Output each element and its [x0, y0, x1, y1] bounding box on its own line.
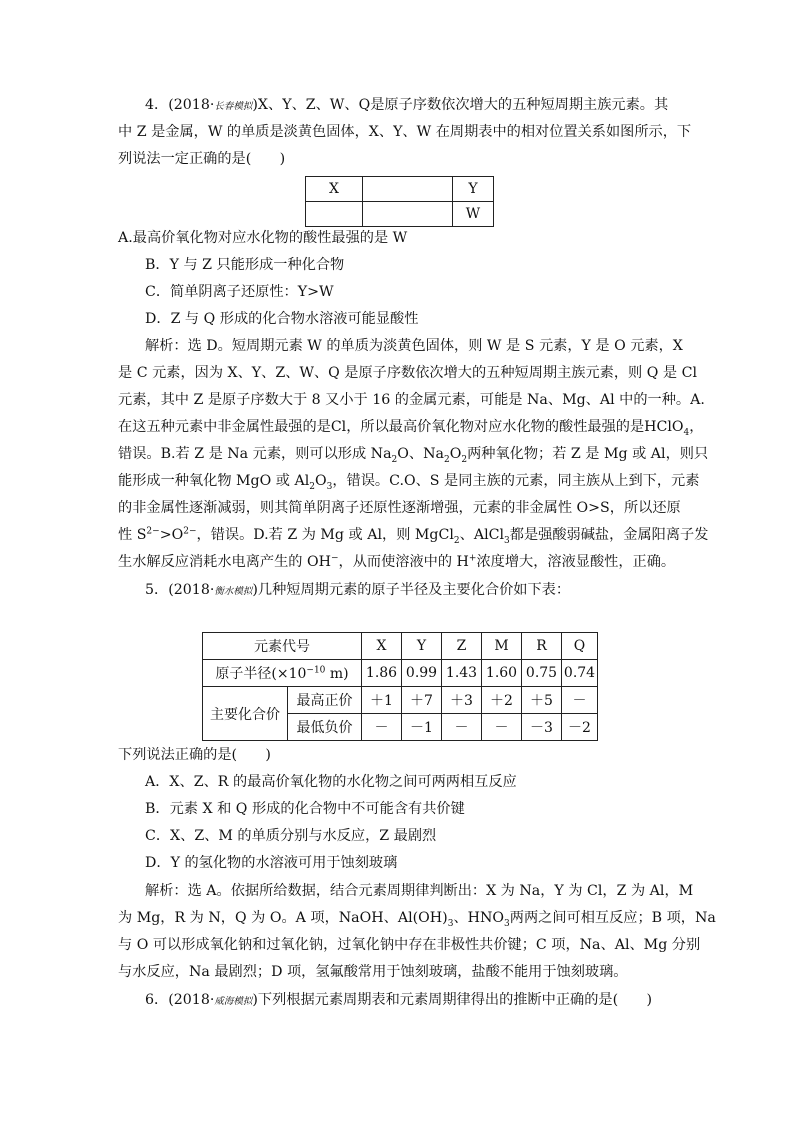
q5-source: 衡水模拟 — [214, 586, 253, 597]
table-cell: W — [453, 202, 494, 227]
q5-stem: 5．(2018·衡水模拟)几种短周期元素的原子半径及主要化合价如下表： — [145, 582, 571, 598]
q5-analysis-line: 为 Mg，R 为 N，Q 为 O。A 项，NaOH、$Al(OH)_3$、$HNO_3$两两之间可相互反应；B 项，Na — [118, 910, 716, 929]
q5-analysis-line: 与 O 可以形成氧化钠和过氧化钠，过氧化钠中存在非极性共价键；C 项，Na、Al、Mg 分别 — [118, 937, 701, 953]
q5-option-b: B．元素 X 和 Q 形成的化合物中不可能含有共价键 — [145, 801, 465, 817]
table-cell: ＋7 — [402, 687, 442, 714]
row-label: 主要化合价 — [203, 687, 288, 741]
table-cell — [363, 177, 453, 202]
table-cell: ＋2 — [482, 687, 522, 714]
element-data-table — [202, 632, 598, 741]
table-cell: － — [562, 687, 598, 714]
q5-option-d: D．Y 的氢化物的水溶液可用于蚀刻玻璃 — [145, 855, 398, 871]
table-cell: Y — [453, 177, 494, 202]
table-cell: － — [442, 714, 482, 741]
q4-analysis-line: 错误。B.若 Z 是 Na 元素，则可以形成 $Na_2O$、$Na_2O_2$两种氧化物；若 Z 是 Mg 或 Al，则只 — [118, 446, 709, 465]
table-header: M — [482, 633, 522, 660]
row-label: 最高正价 — [288, 687, 362, 714]
table-cell: ＋1 — [362, 687, 402, 714]
q4-stem-line3: 列说法一定正确的是( ) — [118, 151, 286, 167]
table-cell: － — [362, 714, 402, 741]
table-cell — [363, 202, 453, 227]
row-label: 最低负价 — [288, 714, 362, 741]
q4-analysis-line: 能形成一种氧化物 MgO 或 $Al_2O_3$，错误。C.O、S 是同主族的元素，同主族从上到下，元素 — [118, 473, 700, 492]
q6-stem: 6．(2018·威海模拟)下列根据元素周期表和元素周期律得出的推断中正确的是( ) — [145, 992, 653, 1008]
table-header: Z — [442, 633, 482, 660]
q5-analysis-line: 与水反应，Na 最剧烈；D 项，氢氟酸常用于蚀刻玻璃，盐酸不能用于蚀刻玻璃。 — [118, 964, 628, 980]
table-cell: ＋5 — [522, 687, 562, 714]
table-cell: 0.75 — [522, 660, 562, 687]
q5-analysis-line: 解析：选 A。依据所给数据，结合元素周期律判断出：X 为 Na，Y 为 Cl，Z 为 Al，M — [145, 883, 694, 899]
table-cell: 1.43 — [442, 660, 482, 687]
table-cell: X — [306, 177, 363, 202]
q4-analysis-line: 在这五种元素中非金属性最强的是Cl，所以最高价氧化物对应水化物的酸性最强的是HClO$_4$， — [118, 419, 704, 438]
table-cell: 0.99 — [402, 660, 442, 687]
q4-analysis-line: 性 $S^{2-}>O^{2-}$，错误。D.若 Z 为 Mg 或 Al，则 MgCl$_2$、AlCl$_3$都是强酸弱碱盐，金属阳离子发 — [118, 526, 709, 546]
table-cell: 1.60 — [482, 660, 522, 687]
q6-source: 威海模拟 — [214, 996, 253, 1007]
table-cell: ＋3 — [442, 687, 482, 714]
table-cell — [306, 202, 363, 227]
q4-stem-line2: 中 Z 是金属，W 的单质是淡黄色固体，X、Y、W 在周期表中的相对位置关系如图所示，下 — [118, 124, 692, 140]
table-header: Q — [562, 633, 598, 660]
table-cell: 0.74 — [562, 660, 598, 687]
q4-source: 长春模拟 — [214, 101, 253, 112]
table-header: X — [362, 633, 402, 660]
q5-option-c: C．X、Z、M 的单质分别与水反应，Z 最剧烈 — [145, 828, 437, 844]
q4-analysis-line: 的非金属性逐渐减弱，则其简单阴离子还原性逐渐增强，元素的非金属性 O>S，所以还原 — [118, 500, 681, 516]
table-header: Y — [402, 633, 442, 660]
q4-analysis-line: 解析：选 D。短周期元素 W 的单质为淡黄色固体，则 W 是 S 元素，Y 是 O 元素，X — [145, 338, 683, 354]
table-cell: －1 — [402, 714, 442, 741]
periodic-position-table — [305, 176, 494, 227]
q4-option-b: B．Y 与 Z 只能形成一种化合物 — [145, 257, 345, 273]
table-header: R — [522, 633, 562, 660]
table-header: 元素代号 — [203, 633, 362, 660]
row-label: 原子半径($\times 10^{-10}$ m) — [203, 660, 362, 687]
table-cell: － — [482, 714, 522, 741]
q4-analysis-line: 元素，其中 Z 是原子序数大于 8 又小于 16 的金属元素，可能是 Na、Mg、Al 中的一种。A. — [118, 392, 705, 408]
q4-analysis-line: 是 C 元素，因为 X、Y、Z、W、Q 是原子序数依次增大的五种短周期主族元素，则 Q 是 Cl — [118, 365, 697, 381]
q4-option-d: D．Z 与 Q 形成的化合物水溶液可能显酸性 — [145, 311, 419, 327]
table-cell: －2 — [562, 714, 598, 741]
q4-stem-line1: 4．(2018·长春模拟)X、Y、Z、W、Q是原子序数依次增大的五种短周期主族元素。其 — [145, 97, 669, 113]
table-cell: 1.86 — [362, 660, 402, 687]
q5-prompt: 下列说法正确的是( ) — [118, 747, 271, 763]
q4-analysis-line: 生水解反应消耗水电离产生的 OH−，从而使溶液中的 H+浓度增大，溶液显酸性，正确。 — [118, 553, 676, 570]
q4-option-c: C．简单阴离子还原性：Y>W — [145, 284, 334, 300]
q4-option-a: A.最高价氧化物对应水化物的酸性最强的是 W — [118, 230, 408, 246]
table-cell: －3 — [522, 714, 562, 741]
q5-option-a: A．X、Z、R 的最高价氧化物的水化物之间可两两相互反应 — [145, 774, 517, 790]
